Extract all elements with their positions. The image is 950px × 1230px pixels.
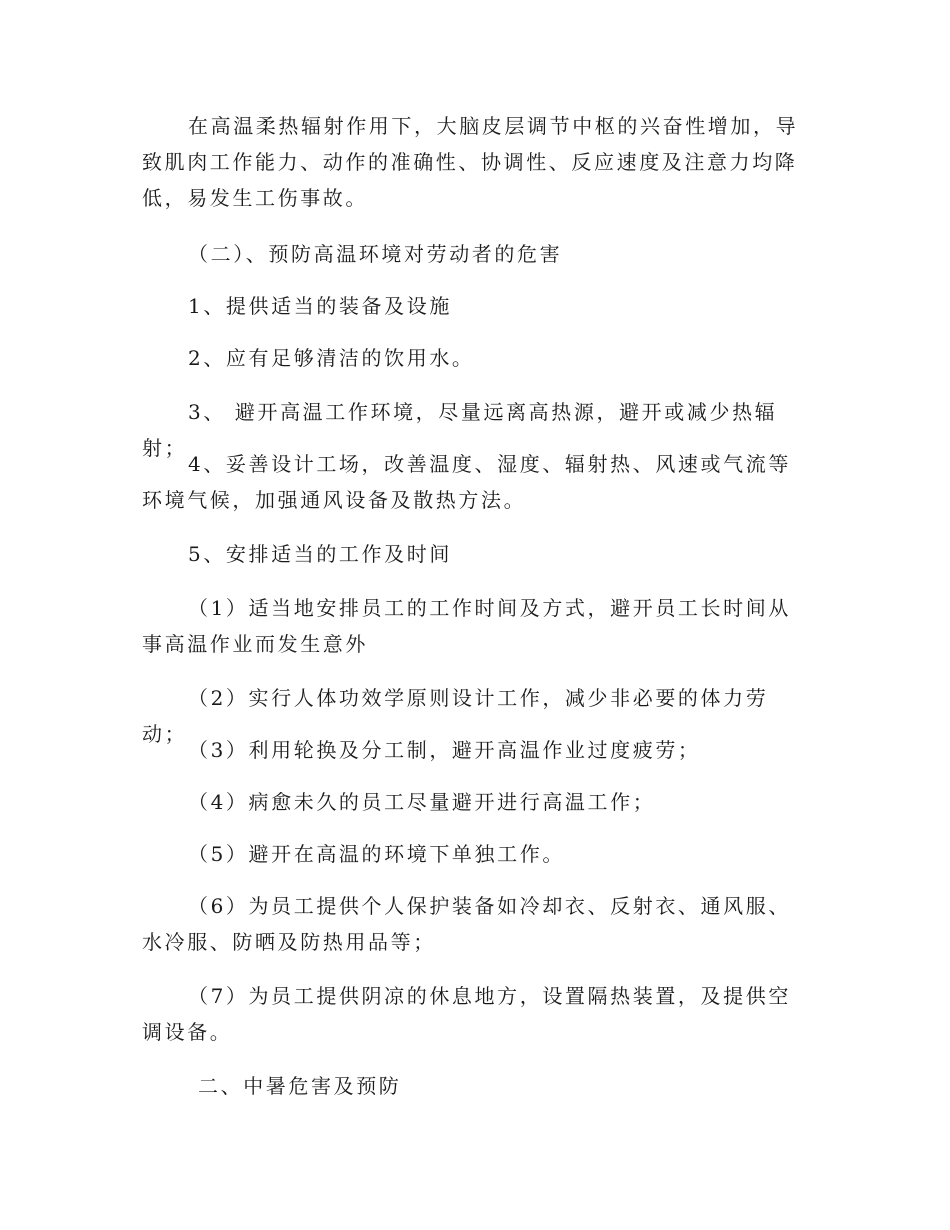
- sub-item-7: （7）为员工提供阴凉的休息地方，设置隔热装置，及提供空调设备。: [142, 984, 791, 1044]
- section-heading-prevention: （二）、预防高温环境对劳动者的危害: [188, 242, 563, 266]
- sub-item-1: （1）适当地安排员工的工作时间及方式，避开员工长时间从事高温作业而发生意外: [142, 596, 791, 656]
- list-item-2: 2、应有足够清洁的饮用水。: [188, 346, 475, 370]
- list-item-1: 1、提供适当的装备及设施: [188, 294, 452, 318]
- list-item-3: 3、 避开高温工作环境，尽量远离高热源，避开或减少热辐射；: [142, 400, 778, 460]
- list-item-4: 4、妥善设计工场，改善温度、湿度、辐射热、风速或气流等环境气候，加强通风设备及散热方法。: [142, 452, 791, 512]
- paragraph-heat-radiation-effect: 在高温柔热辐射作用下，大脑皮层调节中枢的兴奋性增加，导致肌肉工作能力、动作的准确性、协调性、反应速度及注意力均降低，易发生工伤事故。: [142, 114, 799, 210]
- sub-item-6: （6）为员工提供个人保护装备如冷却衣、反射衣、通风服、水冷服、防晒及防热用品等；: [142, 894, 791, 954]
- list-item-5: 5、安排适当的工作及时间: [188, 542, 452, 566]
- sub-item-5: （5）避开在高温的环境下单独工作。: [188, 842, 565, 866]
- sub-item-3: （3）利用轮换及分工制，避开高温作业过度疲劳；: [188, 738, 701, 762]
- sub-item-2: （2）实行人体功效学原则设计工作，减少非必要的体力劳动；: [142, 686, 769, 746]
- sub-item-4: （4）病愈未久的员工尽量避开进行高温工作；: [188, 790, 656, 814]
- section-heading-heatstroke: 二、中暑危害及预防: [198, 1074, 402, 1098]
